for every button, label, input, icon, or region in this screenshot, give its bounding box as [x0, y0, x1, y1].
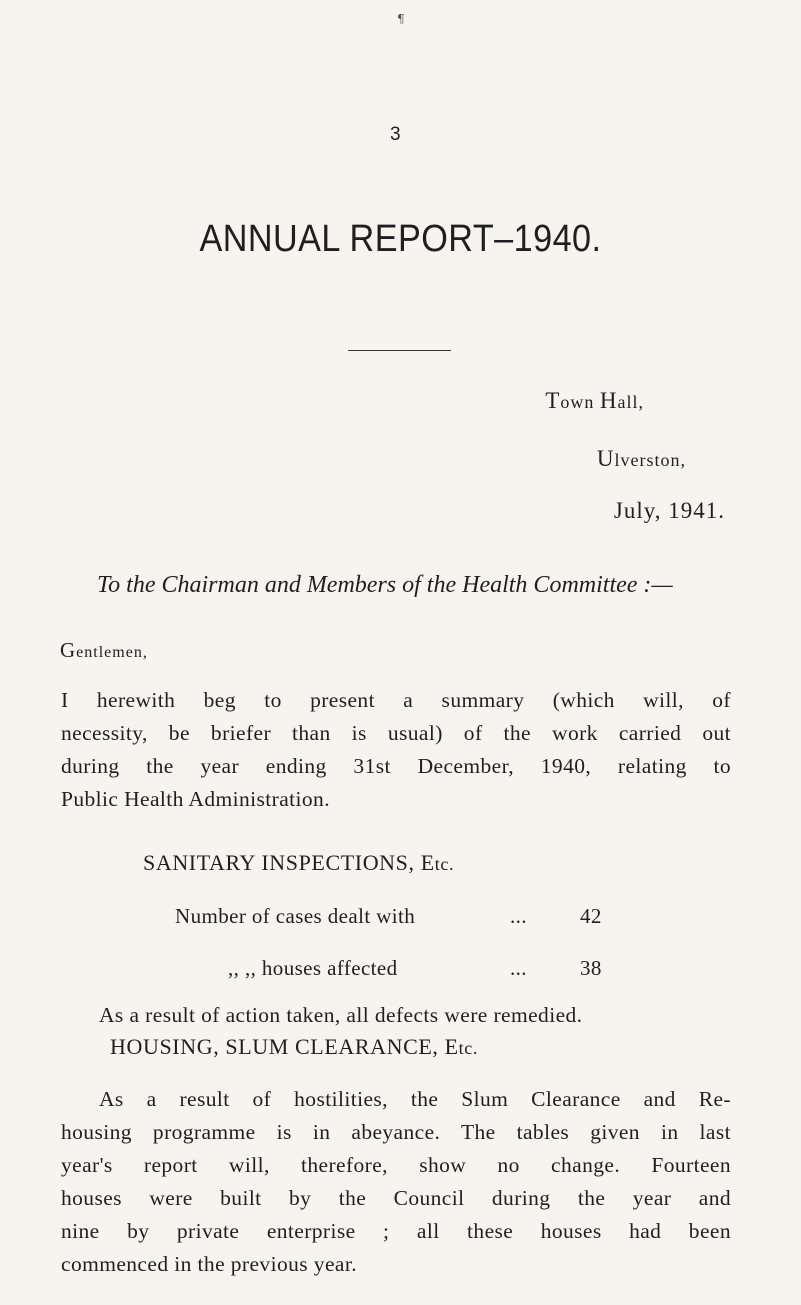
intro-paragraph	[61, 684, 731, 816]
housing-line: commenced in the previous year.	[61, 1252, 357, 1276]
stat-label: ,, ,, houses affected	[228, 956, 398, 980]
intro-line: necessity, be briefer than is usual) of the work carried out	[61, 721, 731, 745]
greeting: Gentlemen,	[60, 638, 148, 662]
stat-row-cases	[0, 904, 801, 934]
stat-leader-dots: ...	[510, 904, 527, 928]
page-mark: ¶	[397, 12, 405, 26]
housing-paragraph	[61, 1083, 731, 1281]
address-line-town-hall: Town Hall,	[545, 388, 644, 413]
salutation: To the Chairman and Members of the Health Committee :—	[97, 572, 673, 598]
title-divider	[348, 350, 451, 351]
address-line-date: July, 1941.	[613, 498, 725, 523]
stat-row-houses	[0, 956, 801, 986]
stat-value: 42	[580, 904, 602, 928]
address-line-ulverston: Ulverston,	[596, 446, 686, 471]
housing-line: As a result of hostilities, the Slum Clearance and Re-	[99, 1087, 731, 1111]
housing-line: housing programme is in abeyance. The tables given in last	[61, 1120, 731, 1144]
sanitary-heading: SANITARY INSPECTIONS, Etc.	[143, 850, 455, 875]
intro-line: I herewith beg to present a summary (which will, of	[61, 688, 731, 712]
report-title: ANNUAL REPORT–1940.	[199, 218, 602, 260]
sanitary-result: As a result of action taken, all defects were remedied.	[99, 1003, 583, 1027]
housing-line: nine by private enterprise ; all these houses had been	[61, 1219, 731, 1243]
stat-leader-dots: ...	[510, 956, 527, 980]
page-number: 3	[390, 124, 401, 145]
housing-heading: HOUSING, SLUM CLEARANCE, Etc.	[110, 1034, 478, 1059]
stat-value: 38	[580, 956, 602, 980]
intro-line: during the year ending 31st December, 1940, relating to	[61, 754, 731, 778]
housing-line: year's report will, therefore, show no change. Fourteen	[61, 1153, 731, 1177]
intro-line: Public Health Administration.	[61, 787, 330, 811]
stat-label: Number of cases dealt with	[175, 904, 416, 928]
housing-line: houses were built by the Council during the year and	[61, 1186, 731, 1210]
